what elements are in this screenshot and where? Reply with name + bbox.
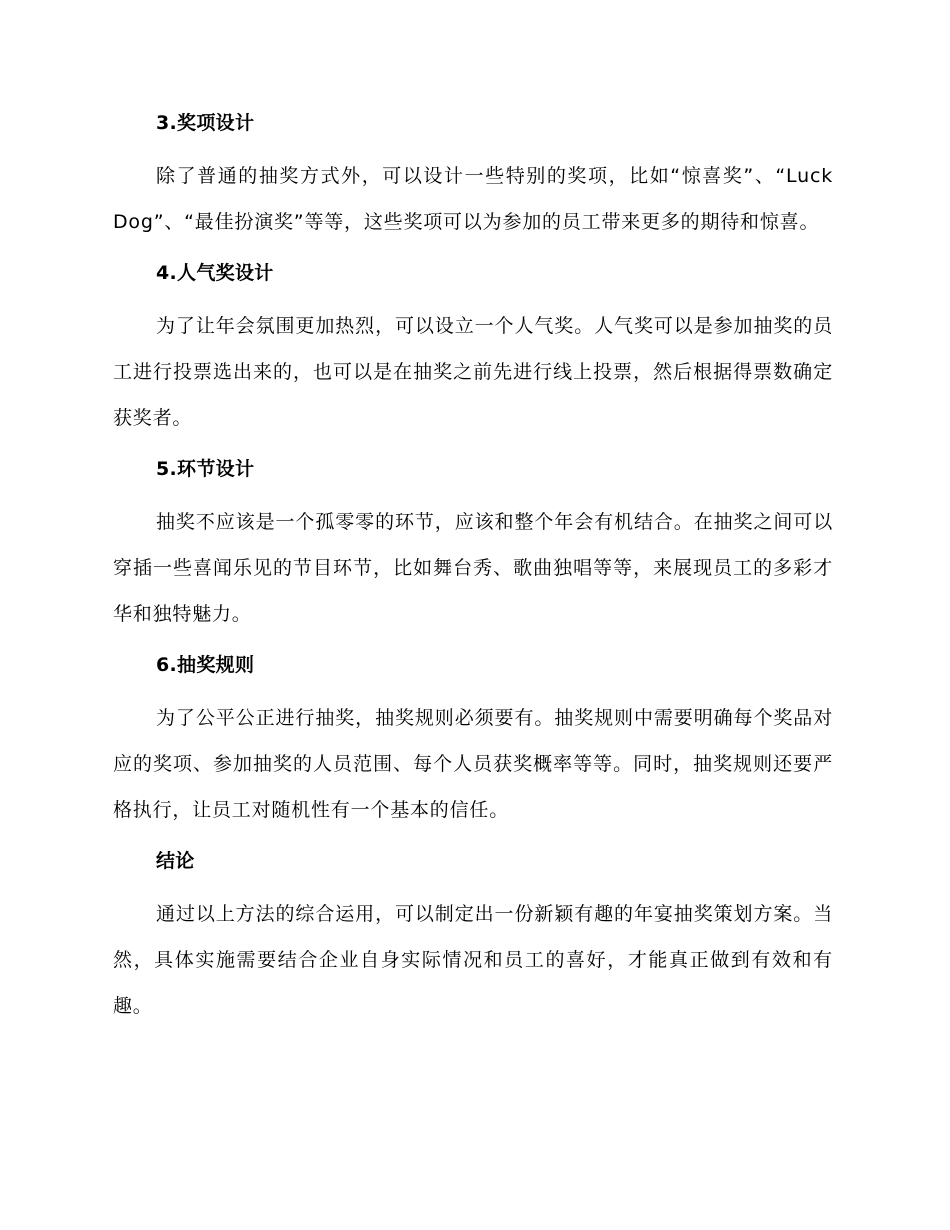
section-conclusion (113, 846, 833, 1029)
section-paragraph: 通过以上方法的综合运用，可以制定出一份新颖有趣的年宴抽奖策划方案。当然，具体实施需要结合企业自身实际情况和员工的喜好，才能真正做到有效和有趣。 (113, 903, 833, 1017)
section-heading: 结论 (156, 850, 195, 872)
section-paragraph: 为了让年会氛围更加热烈，可以设立一个人气奖。人气奖可以是参加抽奖的员工进行投票选出来的，也可以是在抽奖之前先进行线上投票，然后根据得票数确定获奖者。 (113, 315, 833, 429)
section-lottery-rules (113, 650, 833, 833)
section-paragraph: 抽奖不应该是一个孤零零的环节，应该和整个年会有机结合。在抽奖之间可以穿插一些喜闻乐见的节目环节，比如舞台秀、歌曲独唱等等，来展现员工的多彩才华和独特魅力。 (113, 511, 833, 625)
section-paragraph: 为了公平公正进行抽奖，抽奖规则必须要有。抽奖规则中需要明确每个奖品对应的奖项、参加抽奖的人员范围、每个人员获奖概率等等。同时，抽奖规则还要严格执行，让员工对随机性有一个基本的信任。 (113, 707, 833, 821)
section-heading: 4.人气奖设计 (156, 262, 274, 284)
section-paragraph: 除了普通的抽奖方式外，可以设计一些特别的奖项，比如“惊喜奖”、“Luck Dog”、“最佳扮演奖”等等，这些奖项可以为参加的员工带来更多的期待和惊喜。 (113, 165, 833, 233)
section-award-design (113, 108, 833, 245)
section-heading: 6.抽奖规则 (156, 654, 255, 676)
section-popularity-award (113, 258, 833, 441)
section-heading: 5.环节设计 (156, 458, 255, 480)
section-segment-design (113, 454, 833, 637)
document-body (113, 108, 833, 1042)
section-heading: 3.奖项设计 (156, 112, 255, 134)
